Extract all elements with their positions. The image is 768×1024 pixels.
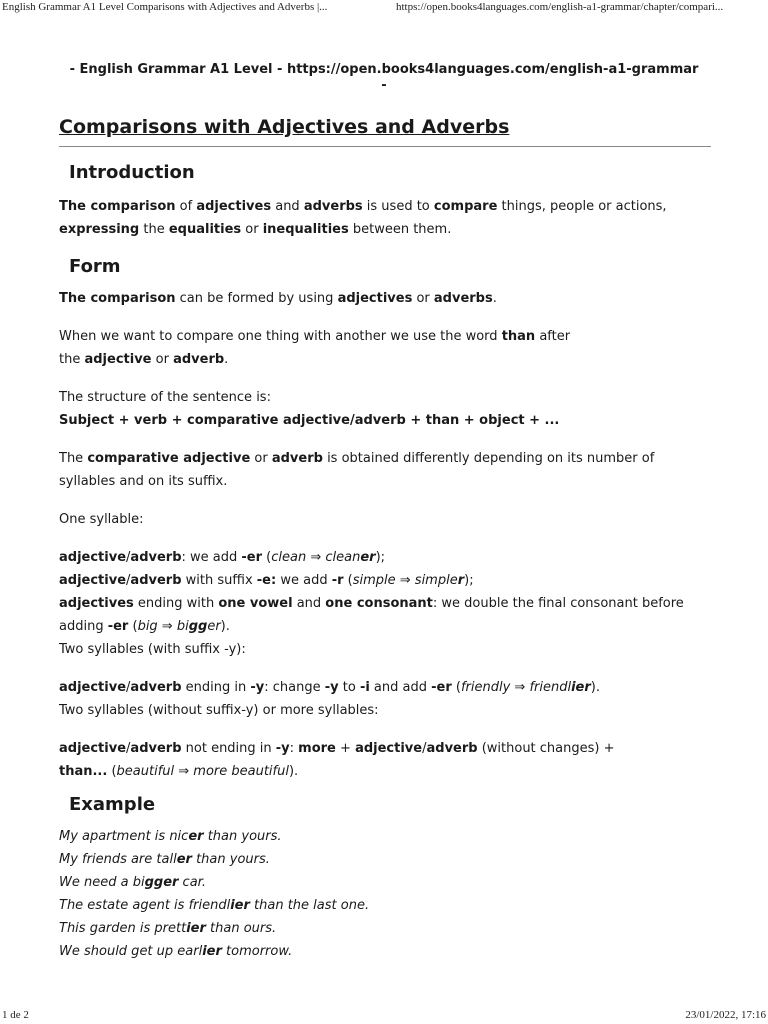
intro-line-1 [59,199,667,214]
text: between them. [348,222,452,237]
text: we add [276,573,332,588]
text: We should get up earl [59,944,203,959]
example-sentence [59,875,206,890]
term: adverbs [303,199,363,214]
text: ); [464,573,474,588]
text: with suffix [181,573,257,588]
text: : we add [181,550,242,565]
term: -y [324,680,339,695]
text: : [289,741,299,756]
text: ( [107,764,117,779]
text: ). [220,619,230,634]
rule-line [59,596,684,611]
term: -er [107,619,129,634]
section-heading-example: Example [69,794,156,815]
text: ( [451,680,461,695]
text: syllables and on its suffix. [59,474,228,489]
suffix: er [176,852,192,867]
term: adverb [130,741,182,756]
term: inequalities [262,222,349,237]
print-datetime: 23/01/2022, 17:16 [685,1009,766,1021]
text: is used to [362,199,434,214]
term: adjective [59,741,127,756]
term: adverb [426,741,478,756]
text: than the last one. [249,898,370,913]
text: . [492,291,497,306]
term: than... [59,764,108,779]
text: : we double the final consonant before [432,596,684,611]
print-header-url: https://open.books4languages.com/english-a1-grammar/chapter/compari... [396,1,724,13]
term: comparative adjective [87,451,251,466]
term: -e: [256,573,277,588]
text: ending in [181,680,251,695]
term: -i [359,680,370,695]
term: adjective [59,573,127,588]
text: or [412,291,434,306]
rules-two-syllables-y [59,676,711,722]
example-text: friendly ⇒ friendl [460,680,572,695]
text: (without changes) + [477,741,615,756]
text: or [151,352,174,367]
intro-paragraph [59,195,711,241]
form-structure [59,386,711,432]
text: the [139,222,169,237]
suffix: er [188,829,204,844]
text: and [292,596,326,611]
book-source-text: - English Grammar A1 Level - https://open.books4languages.com/english-a1-grammar [69,62,699,77]
example-text: beautiful ⇒ more beautiful [116,764,289,779]
text: after [535,329,571,344]
term: more [298,741,336,756]
text: / [422,741,427,756]
text: the [59,352,85,367]
term: adjective [59,550,127,565]
text: things, people or actions, [497,199,667,214]
text: My friends are tall [59,852,177,867]
text: This garden is prett [59,921,187,936]
intro-line-2 [59,222,451,237]
form-paragraph-1 [59,287,711,310]
term: adjective [84,352,152,367]
article [59,114,711,963]
suffix: ier [202,944,222,959]
text: When we want to compare one thing with another we use the word [59,329,502,344]
text: ). [590,680,600,695]
text: than yours. [203,829,282,844]
section-heading-form: Form [69,256,121,277]
text: / [126,741,131,756]
term: one consonant [325,596,433,611]
rule-line [59,550,385,565]
example-text: simple ⇒ simple [352,573,458,588]
text: ). [288,764,299,779]
text: . [224,352,229,367]
two-syllables-y-label: Two syllables (with suffix -y): [59,642,246,657]
example-list [59,825,711,963]
example-text: clean ⇒ clean [271,550,361,565]
term: than [501,329,536,344]
example-suffix: gg [188,619,208,634]
suffix: ier [230,898,250,913]
print-header-title: English Grammar A1 Level Comparisons with Adjectives and Adverbs |... [2,1,328,13]
text: tomorrow. [221,944,293,959]
term: adverb [271,451,323,466]
page-number: 1 de 2 [2,1009,29,1021]
term: The comparison [59,291,176,306]
example-sentence [59,829,282,844]
structure-intro: The structure of the sentence is: [59,390,271,405]
suffix: ier [186,921,206,936]
example-suffix: r [457,573,465,588]
text: can be formed by using [175,291,338,306]
suffix: gger [144,875,179,890]
text: than ours. [205,921,277,936]
rule-line [59,573,474,588]
term: adverb [130,680,182,695]
print-footer [0,1008,768,1024]
term: -er [431,680,452,695]
text: ( [343,573,353,588]
example-text: big ⇒ bi [137,619,189,634]
term: adverbs [433,291,493,306]
text: and add [369,680,432,695]
rules-more-syllables [59,737,711,783]
term: The comparison [59,199,176,214]
rule-line [59,619,230,634]
term: equalities [168,222,242,237]
text: ending with [133,596,219,611]
example-suffix: ier [571,680,591,695]
term: adjectives [337,291,413,306]
text: to [338,680,360,695]
text: of [175,199,197,214]
text: ( [262,550,272,565]
example-sentence [59,921,276,936]
example-text: er [207,619,221,634]
text: ); [375,550,386,565]
text: or [241,222,263,237]
term: adverb [173,352,225,367]
example-sentence [59,944,292,959]
book-source-dash: - [381,78,387,93]
term: -r [331,573,344,588]
text: adding [59,619,108,634]
text: / [126,550,131,565]
text: than yours. [191,852,270,867]
term: compare [433,199,498,214]
text: + [335,741,356,756]
term: adverb [130,550,182,565]
term: -y [250,680,265,695]
term: adjectives [196,199,272,214]
book-source-line [0,62,768,94]
one-syllable-label: One syllable: [59,512,144,527]
page-title: Comparisons with Adjectives and Adverbs [59,114,711,147]
print-header [0,0,768,16]
text: not ending in [181,741,276,756]
two-syllables-no-y-label: Two syllables (without suffix-y) or more syllables: [59,703,379,718]
term: adverb [130,573,182,588]
form-paragraph-2 [59,325,711,371]
rules-one-syllable [59,546,711,661]
text: or [250,451,272,466]
term: adjective [355,741,423,756]
term: -er [241,550,263,565]
structure-formula: Subject + verb + comparative adjective/adverb + than + object + ... [59,413,560,428]
text: ( [128,619,138,634]
example-suffix: er [360,550,376,565]
term: -y [275,741,290,756]
text: car. [178,875,206,890]
example-sentence [59,898,369,913]
text: We need a bi [59,875,145,890]
text: The [59,451,88,466]
text: / [126,680,131,695]
example-sentence [59,852,270,867]
text: is obtained differently depending on its number of [322,451,655,466]
text: : change [264,680,325,695]
form-paragraph-4 [59,447,711,493]
text: The estate agent is friendl [59,898,231,913]
term: expressing [59,222,140,237]
section-heading-introduction: Introduction [69,162,195,183]
term: one vowel [218,596,293,611]
term: adjective [59,680,127,695]
text: / [126,573,131,588]
text: and [271,199,304,214]
term: adjectives [59,596,134,611]
text: My apartment is nic [59,829,189,844]
